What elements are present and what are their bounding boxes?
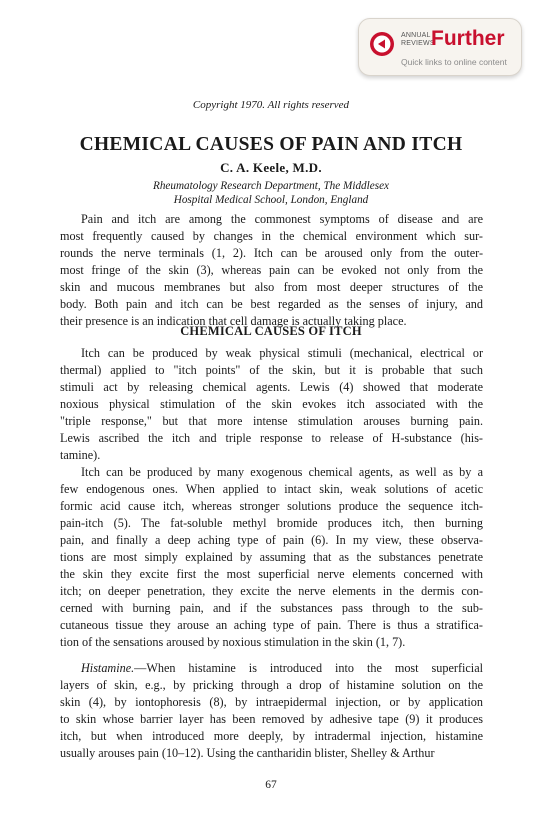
itch-chemical-paragraph <box>60 464 483 651</box>
text-line: stimuli act by releasing chemical agents. Lewis (4) showed that moderate <box>60 380 483 394</box>
affiliation-line-2: Hospital Medical School, London, England <box>173 194 369 206</box>
text-line: noxious physical stimulation of the skin evokes itch associated with the <box>60 397 483 411</box>
banner-further-label: Further <box>431 27 505 50</box>
histamine-first-line-text: —When histamine is introduced into the most superficial <box>134 661 483 675</box>
text-line: most frequently caused by changes in the chemical environment which sur- <box>60 229 483 243</box>
play-arrow-icon <box>369 31 395 57</box>
text-line: layers of skin, e.g., by pricking through a drop of histamine solution on the <box>60 678 483 692</box>
annual-reviews-further-banner[interactable] <box>358 18 522 76</box>
text-line: few endogenous ones. When applied to intact skin, weak solutions of acetic <box>60 482 483 496</box>
text-line: itch, but when introduced more deeply, by intradermal injection, histamine <box>60 729 483 743</box>
itch-physical-paragraph <box>60 345 483 464</box>
text-line: tamine). <box>60 448 101 462</box>
author-name: C. A. Keele, M.D. <box>220 160 322 175</box>
banner-annual-label: ANNUAL <box>401 32 431 39</box>
text-line: skin (4), by iontophoresis (8), by intraepidermal injection, or by application <box>60 695 483 709</box>
histamine-paragraph <box>60 660 483 762</box>
text-line: the skin they excite first the most superficial nerve elements concerned with <box>60 567 483 581</box>
text-line: Itch can be produced by weak physical stimuli (mechanical, electrical or <box>81 346 483 360</box>
text-line: usually arouses pain (10–12). Using the cantharidin blister, Shelley & Arthur <box>60 746 435 760</box>
text-line: thermal) applied to "itch points" of the skin, but it is probable that such <box>60 363 483 377</box>
text-line: tions are most simply explained by assuming that as the substances penetrate <box>60 550 483 564</box>
intro-paragraph <box>60 211 483 330</box>
text-line: cerned with burning pain, and if the substances pass through to the sub- <box>60 601 483 615</box>
text-line: Itch can be produced by many exogenous chemical agents, as well as by a <box>81 465 483 479</box>
text-line: skin and mucous membranes but also from most deeper structures of the <box>60 280 483 294</box>
banner-tagline: Quick links to online content <box>401 57 507 67</box>
text-line: itch; on deeper penetration, they excite the nerve elements in the dermis con- <box>60 584 483 598</box>
text-line: formic acid cause itch, whereas stronger solutions produce the sequence itch- <box>60 499 483 513</box>
affiliation-line-1: Rheumatology Research Department, The Middlesex <box>152 180 389 192</box>
text-line: Lewis ascribed the itch and triple response to release of H-substance (his- <box>60 431 483 445</box>
copyright-notice: Copyright 1970. All rights reserved <box>192 99 350 111</box>
text-line: cutaneous tissue they arouse an aching type of pain. There is thus a stratifica- <box>60 618 483 632</box>
text-line: their presence is an indication that cell damage is actually taking place. <box>60 314 407 328</box>
text-line: to skin whose barrier layer has been removed by adhesive tape (9) it produces <box>60 712 483 726</box>
article-title: CHEMICAL CAUSES OF PAIN AND ITCH <box>79 134 463 155</box>
text-line: body. Both pain and itch can be best regarded as the senses of injury, and <box>60 297 483 311</box>
section-heading: CHEMICAL CAUSES OF ITCH <box>180 324 362 338</box>
text-line <box>60 660 483 677</box>
banner-reviews-label: REVIEWS <box>401 40 435 47</box>
text-line: rounds the nerve terminals (1, 2). Itch can be aroused only from the outer- <box>60 246 483 260</box>
text-line: pain-itch (5). The fat-soluble methyl bromide produces itch, then burning <box>60 516 483 530</box>
page-number: 67 <box>265 779 277 791</box>
histamine-run-in-heading: Histamine. <box>81 661 135 675</box>
text-line: most fringe of the skin (3), whereas pain can be evoked not only from the <box>60 263 483 277</box>
text-line: tion of the sensations aroused by noxious stimulation in the skin (1, 7). <box>60 635 406 649</box>
text-line: "triple response," but that more intense stimulation arouses burning pain. <box>60 414 483 428</box>
text-line: pain, and finally a deep aching type of pain (6). In my view, these observa- <box>60 533 483 547</box>
text-line: Pain and itch are among the commonest symptoms of disease and are <box>81 212 483 226</box>
